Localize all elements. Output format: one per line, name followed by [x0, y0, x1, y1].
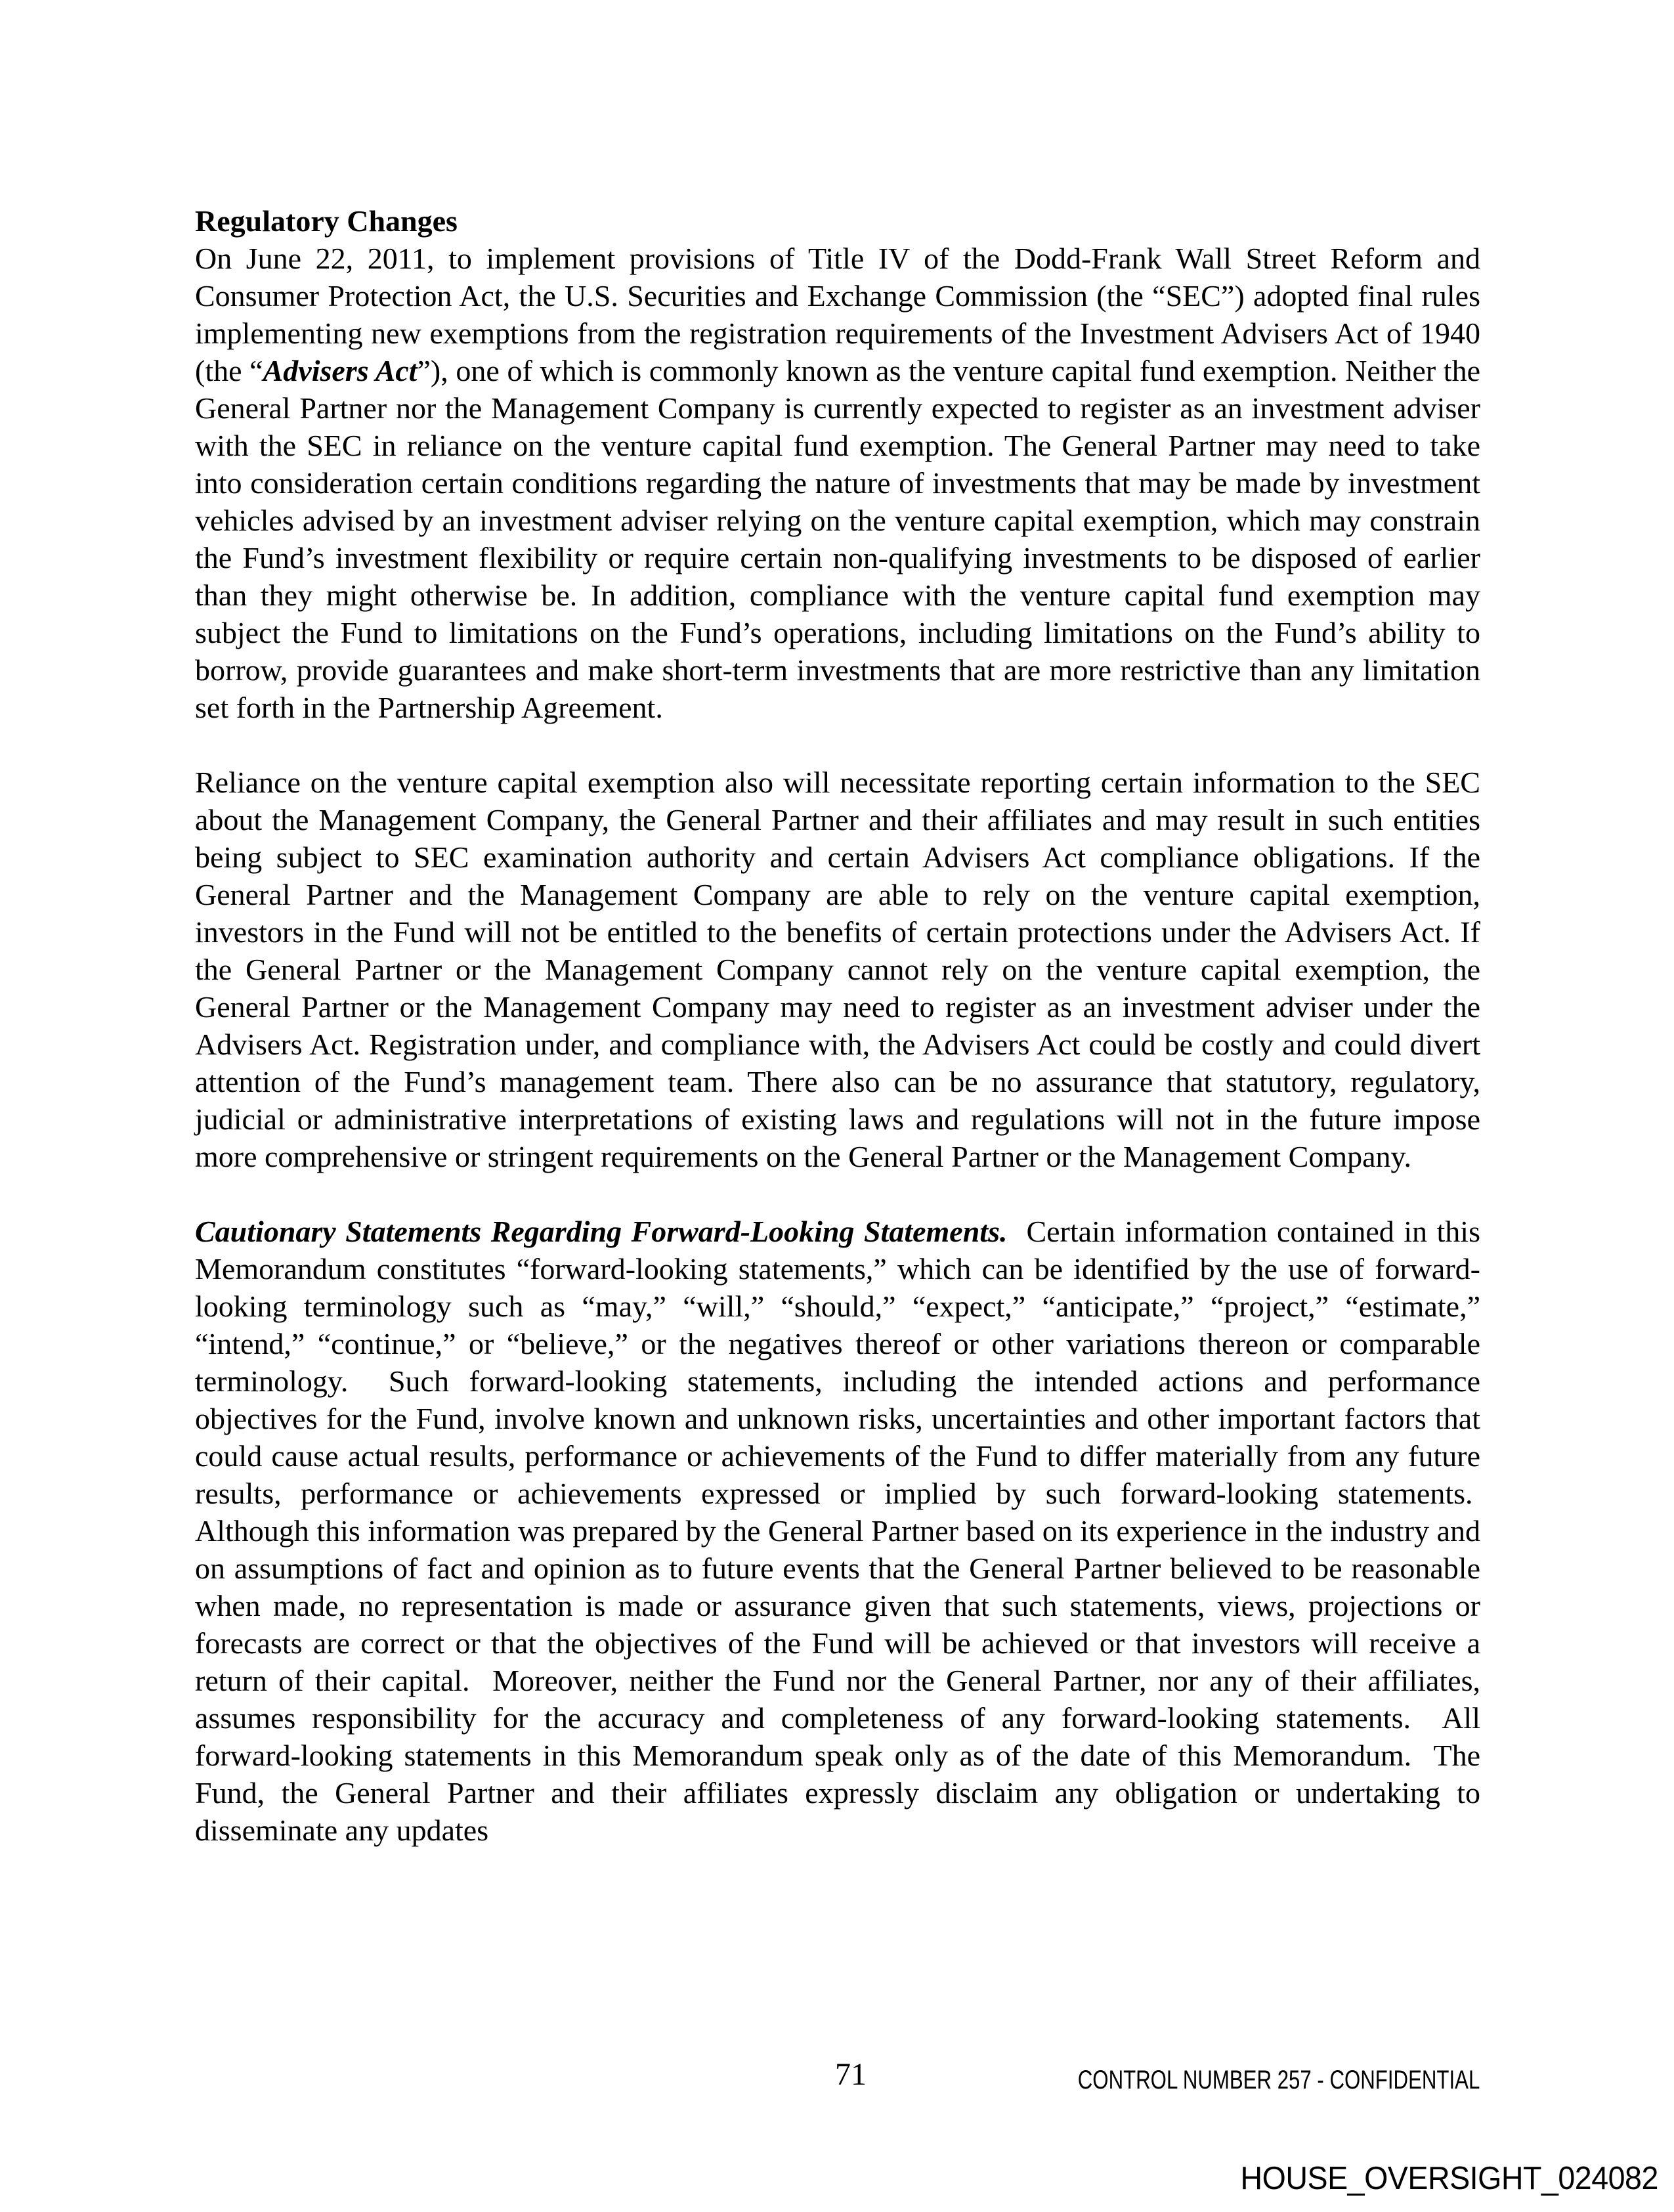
control-number-label: CONTROL NUMBER 257 - CONFIDENTIAL	[1077, 2066, 1480, 2094]
bates-stamp: HOUSE_OVERSIGHT_024082	[1240, 2161, 1658, 2196]
body-text: Certain information contained in this Memorandum constitutes “forward-looking statements,” which can be identified by the use of forward-looking terminology such as “may,” “will,” “should,” “expect,” “anticipate,” “project,” “estimate,” “intend,” “continue,” or “believe,” or the negatives thereof or other variations thereon or comparable terminology. Such forward-looking statements, including the intended actions and performance objectives for the Fund, involve known and unknown risks, uncertainties and other important factors that could cause actual results, performance or achievements of the Fund to differ materially from any future results, performance or achievements expressed or implied by such forward-looking statements. Although this information was prepared by the General Partner based on its experience in the industry and on assumptions of fact and opinion as to future events that the General Partner believed to be reasonable when made, no representation is made or assurance given that such statements, views, projections or forecasts are correct or that the objectives of the Fund will be achieved or that investors will receive a return of their capital. Moreover, neither the Fund nor the General Partner, nor any of their affiliates, assumes responsibility for the accuracy and completeness of any forward-looking statements. All forward-looking statements in this Memorandum speak only as of the date of this Memorandum. The Fund, the General Partner and their affiliates expressly disclaim any obligation or undertaking to disseminate any updates	[195, 1215, 1480, 1847]
section-heading: Regulatory Changes	[195, 204, 458, 238]
document-body	[195, 202, 1480, 1849]
page-number: 71	[835, 2057, 867, 2092]
emphasized-text: Advisers Act	[263, 354, 418, 387]
body-text: On June 22, 2011, to implement provisions of Title IV of the Dodd-Frank Wall Street Reform and Consumer Protection Act, the U.S. Securities and Exchange Commission (the “SEC”) adopted final rules implementing new exemptions from the registration requirements of the Investment Advisers Act of 1940 (the “	[195, 242, 1480, 387]
body-text: ”), one of which is commonly known as the venture capital fund exemption. Neither the General Partner nor the Management Company is currently expected to register as an investment adviser with the SEC in reliance on the venture capital fund exemption. The General Partner may need to take into consideration certain conditions regarding the nature of investments that may be made by investment vehicles advised by an investment adviser relying on the venture capital exemption, which may constrain the Fund’s investment flexibility or require certain non-qualifying investments to be disposed of earlier than they might otherwise be. In addition, compliance with the venture capital fund exemption may subject the Fund to limitations on the Fund’s operations, including limitations on the Fund’s ability to borrow, provide guarantees and make short-term investments that are more restrictive than any limitation set forth in the Partnership Agreement.	[195, 354, 1481, 724]
body-text: Reliance on the venture capital exemption also will necessitate reporting certain information to the SEC about the Management Company, the General Partner and their affiliates and may result in such entities being subject to SEC examination authority and certain Advisers Act compliance obligations. If the General Partner and the Management Company are able to rely on the venture capital exemption, investors in the Fund will not be entitled to the benefits of certain protections under the Advisers Act. If the General Partner or the Management Company cannot rely on the venture capital exemption, the General Partner or the Management Company may need to register as an investment adviser under the Advisers Act. Registration under, and compliance with, the Advisers Act could be costly and could divert attention of the Fund’s management team. There also can be no assurance that statutory, regulatory, judicial or administrative interpretations of existing laws and regulations will not in the future impose more comprehensive or stringent requirements on the General Partner or the Management Company.	[195, 766, 1480, 1173]
paragraphs-container	[195, 240, 1480, 1849]
paragraph	[195, 764, 1480, 1175]
paragraph	[195, 240, 1480, 726]
paragraph	[195, 1213, 1480, 1849]
emphasized-text: Cautionary Statements Regarding Forward-Looking Statements.	[195, 1215, 1008, 1248]
